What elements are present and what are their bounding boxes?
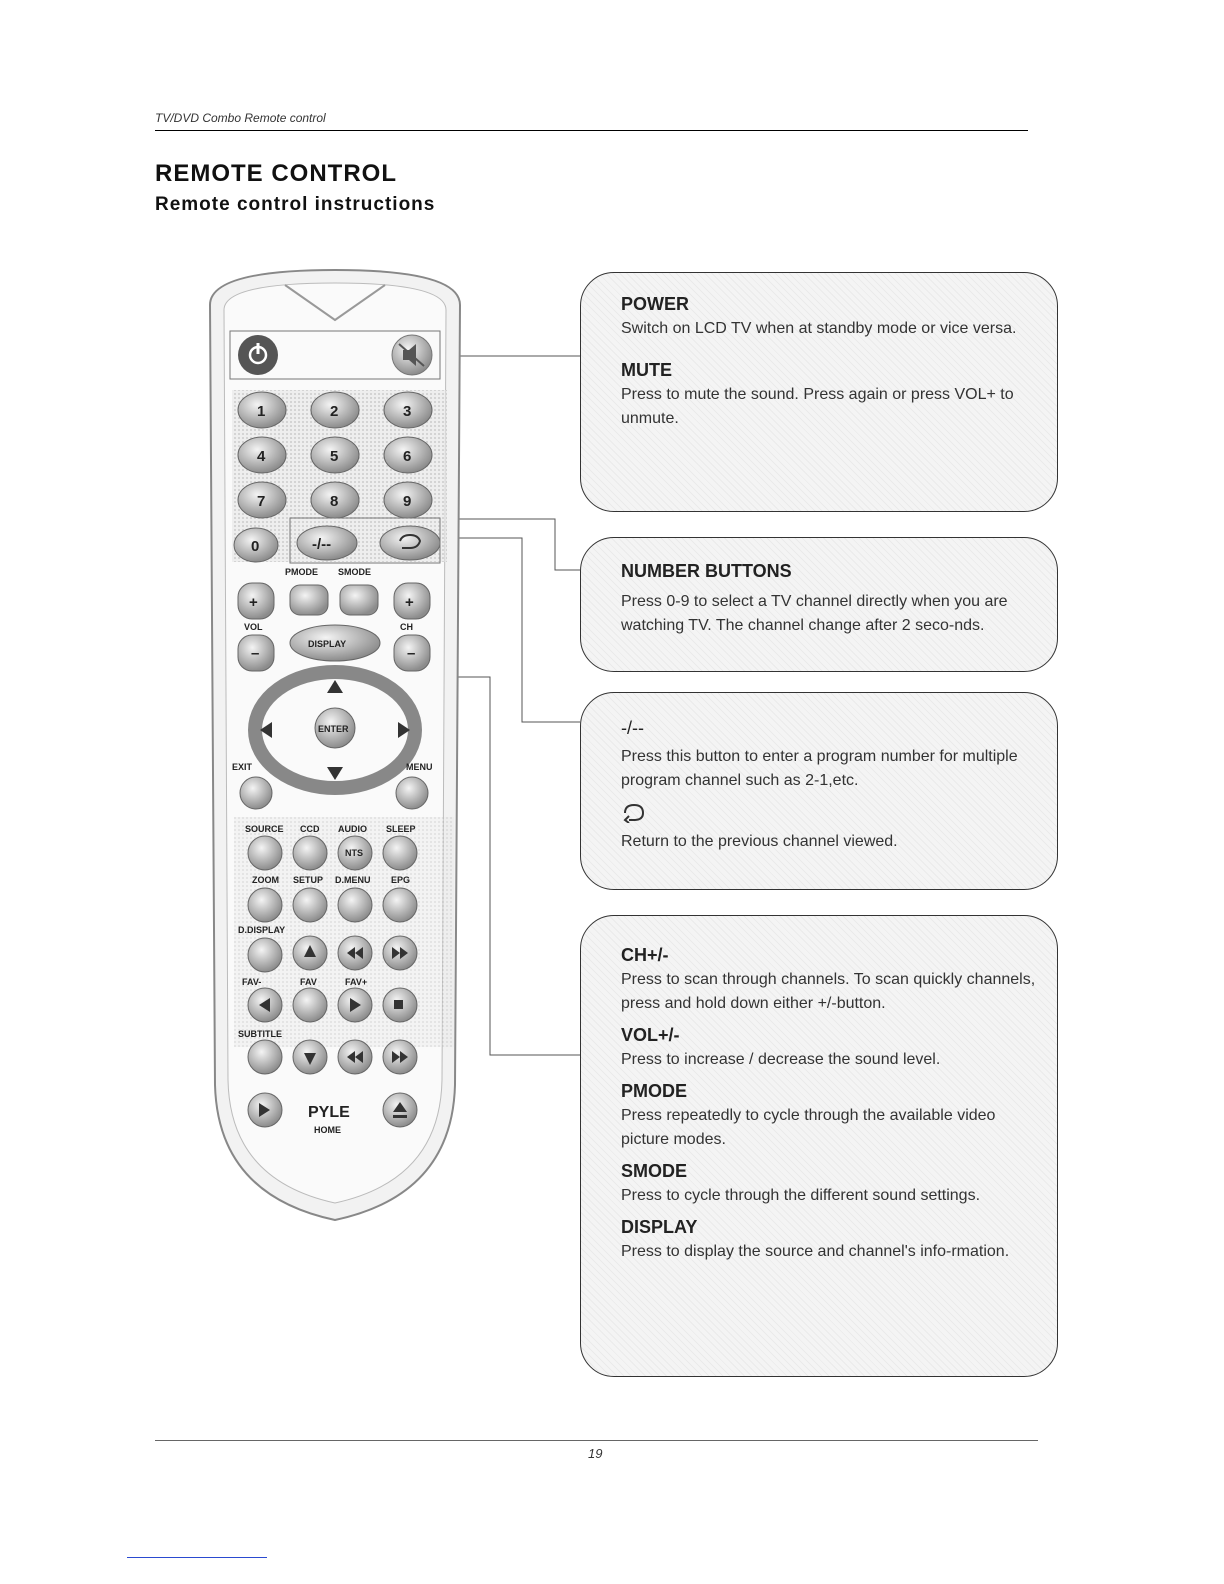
- sleep-label: SLEEP: [386, 824, 416, 834]
- return-icon: [621, 801, 647, 823]
- source-button[interactable]: [248, 836, 282, 870]
- mute-heading: MUTE: [621, 360, 672, 380]
- ch-minus-button[interactable]: [394, 635, 430, 671]
- vol-text: Press to increase / decrease the sound level.: [621, 1051, 941, 1068]
- epg-label: EPG: [391, 875, 411, 885]
- ddisplay-label: D.DISPLAY: [238, 925, 286, 935]
- smode-label: SMODE: [338, 567, 372, 577]
- display-text: Press to display the source and channel's info-rmation.: [621, 1243, 1010, 1260]
- enter-key-label: ENTER: [318, 724, 349, 734]
- power-heading: POWER: [621, 294, 690, 314]
- vol-heading: VOL+/-: [621, 1025, 680, 1045]
- ch-plus-button[interactable]: [394, 583, 430, 619]
- dash-heading: -/--: [621, 718, 644, 738]
- number-key-8-label: 8: [330, 493, 339, 510]
- pmode-text: Press repeatedly to cycle through the available video picture modes.: [621, 1107, 996, 1148]
- menu-button[interactable]: [396, 777, 428, 809]
- mute-button[interactable]: [392, 335, 432, 375]
- running-header: TV/DVD Combo Remote control: [155, 111, 326, 125]
- ddisplay-button[interactable]: [248, 938, 282, 972]
- svg-text:HOME: HOME: [314, 1125, 341, 1135]
- number-key-2-label: 2: [330, 403, 339, 420]
- remote-illustration: [190, 265, 480, 1235]
- ccd-button[interactable]: [293, 836, 327, 870]
- subtitle-label: SUBTITLE: [238, 1029, 282, 1039]
- callout-ch-vol-modes: [580, 915, 1058, 1377]
- smode-text: Press to cycle through the different sound settings.: [621, 1187, 981, 1204]
- setup-button[interactable]: [293, 888, 327, 922]
- pmode-button[interactable]: [290, 585, 328, 615]
- callout-number-buttons: [580, 537, 1058, 672]
- ch-label: CH: [400, 622, 413, 632]
- bottom-rule: [127, 1557, 267, 1558]
- svg-text:PYLE: PYLE: [308, 1104, 350, 1121]
- ch-text: Press to scan through channels. To scan quickly channels, press and hold down either +/-button.: [621, 971, 1036, 1012]
- number-heading: NUMBER BUTTONS: [621, 561, 792, 581]
- callout-dash-return: [580, 692, 1058, 890]
- power-text: Switch on LCD TV when at standby mode or vice versa.: [621, 320, 1017, 337]
- epg-button[interactable]: [383, 888, 417, 922]
- dvd-enter-button[interactable]: [293, 988, 327, 1022]
- number-key-9-label: 9: [403, 493, 412, 510]
- pmode-label: PMODE: [285, 567, 319, 577]
- number-key-3-label: 3: [403, 403, 412, 420]
- vol-label: VOL: [244, 622, 263, 632]
- exit-button[interactable]: [240, 777, 272, 809]
- sleep-button[interactable]: [383, 836, 417, 870]
- power-button[interactable]: [238, 335, 278, 375]
- setup-label: SETUP: [293, 875, 324, 885]
- number-key-1-label: 1: [257, 403, 266, 420]
- svg-text:–: –: [251, 645, 260, 662]
- zoom-button[interactable]: [248, 888, 282, 922]
- number-key-4-label: 4: [257, 448, 266, 465]
- dash-key-label: -/--: [312, 536, 332, 553]
- stop-icon: [394, 1000, 403, 1009]
- zoom-label: ZOOM: [252, 875, 279, 885]
- pmode-heading: PMODE: [621, 1081, 688, 1101]
- mute-text: Press to mute the sound. Press again or press VOL+ to unmute.: [621, 386, 1014, 427]
- vol-plus-button[interactable]: [238, 583, 274, 619]
- number-key-7-label: 7: [257, 493, 266, 510]
- return-key[interactable]: [380, 526, 440, 560]
- ccd-label: CCD: [300, 824, 320, 834]
- number-key-0-label: 0: [251, 538, 260, 555]
- footer-rule: [155, 1440, 1038, 1441]
- display-key-label: DISPLAY: [308, 639, 347, 649]
- return-text: Return to the previous channel viewed.: [621, 833, 898, 850]
- dmenu-button[interactable]: [338, 888, 372, 922]
- number-text: Press 0-9 to select a TV channel directly when you are watching TV. The channel change after 2 seco-nds.: [621, 593, 1008, 634]
- ch-heading: CH+/-: [621, 945, 669, 965]
- smode-button[interactable]: [340, 585, 378, 615]
- nts-key-label: NTS: [345, 848, 363, 858]
- audio-label: AUDIO: [338, 824, 367, 834]
- source-label: SOURCE: [245, 824, 284, 834]
- dash-text: Press this button to enter a program number for multiple program channel such as 2-1,etc.: [621, 748, 1018, 789]
- menu-label: MENU: [406, 762, 433, 772]
- fav-plus-label: FAV+: [345, 977, 368, 987]
- dmenu-label: D.MENU: [335, 875, 371, 885]
- number-key-6-label: 6: [403, 448, 412, 465]
- fav-label: FAV: [300, 977, 317, 987]
- exit-label: EXIT: [232, 762, 253, 772]
- number-key-5-label: 5: [330, 448, 339, 465]
- svg-text:+: +: [405, 594, 414, 611]
- callout-power-mute: [580, 272, 1058, 512]
- display-heading: DISPLAY: [621, 1217, 698, 1237]
- page-title: REMOTE CONTROL: [155, 160, 397, 187]
- vol-minus-button[interactable]: [238, 635, 274, 671]
- svg-text:–: –: [407, 645, 416, 662]
- fav-minus-label: FAV-: [242, 977, 262, 987]
- smode-heading: SMODE: [621, 1161, 688, 1181]
- page-number: 19: [588, 1446, 603, 1461]
- display-button[interactable]: [290, 625, 380, 661]
- svg-text:+: +: [249, 594, 258, 611]
- header-rule: [155, 130, 1028, 131]
- page-subtitle: Remote control instructions: [155, 194, 436, 215]
- subtitle-button[interactable]: [248, 1040, 282, 1074]
